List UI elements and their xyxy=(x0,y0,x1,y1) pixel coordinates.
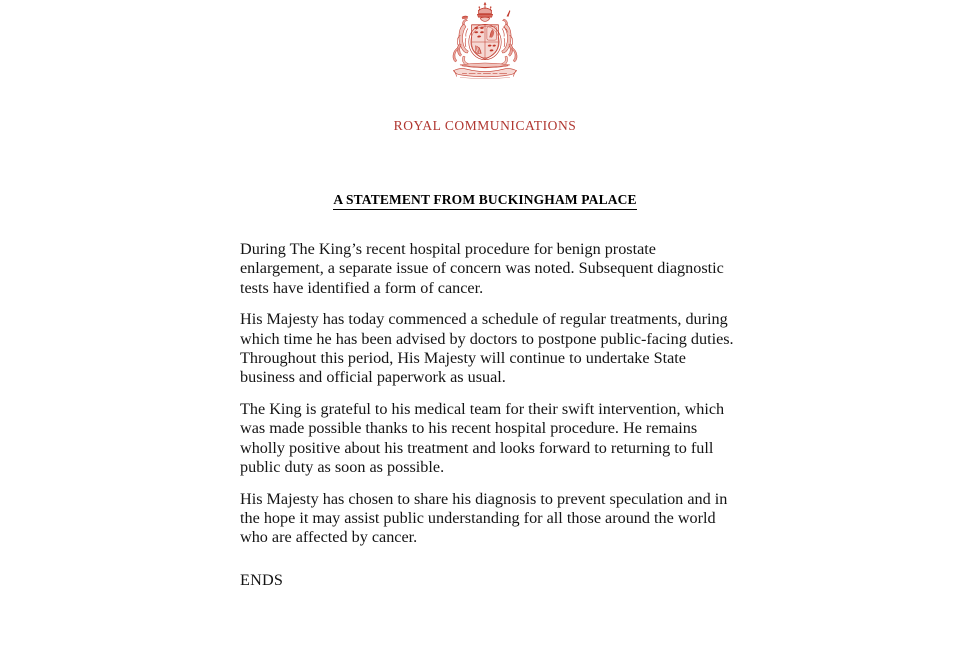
statement-paragraph: His Majesty has chosen to share his diagnosis to prevent speculation and in the hope it may assist public understanding for all those around the world who are affected by cancer. xyxy=(240,489,728,547)
statement-paragraph: During The King’s recent hospital procedure for benign prostate enlargement, a separate issue of concern was noted. Subsequent diagnostic tests have identified a form of cancer. xyxy=(240,240,724,297)
statement-paragraph: His Majesty has today commenced a schedule of regular treatments, during which time he has been advised by doctors to postpone public-facing duties. Throughout this period, His Majesty will continue to undertake State business and official paperwork as usual. xyxy=(240,310,734,387)
page-title xyxy=(0,192,970,210)
statement-heading-text: A STATEMENT FROM BUCKINGHAM PALACE xyxy=(333,192,636,210)
ends-marker: ENDS xyxy=(240,571,284,589)
royal-communications-masthead: ROYAL COMMUNICATIONS xyxy=(393,118,577,133)
crest-container xyxy=(0,0,970,84)
statement-body xyxy=(240,240,736,560)
statement-paragraph: The King is grateful to his medical team for their swift intervention, which was made possible thanks to his recent hospital procedure. He remains wholly positive about his treatment and looks forward to returning to full public duty as soon as possible. xyxy=(240,400,725,476)
royal-coat-of-arms-icon xyxy=(437,0,533,84)
